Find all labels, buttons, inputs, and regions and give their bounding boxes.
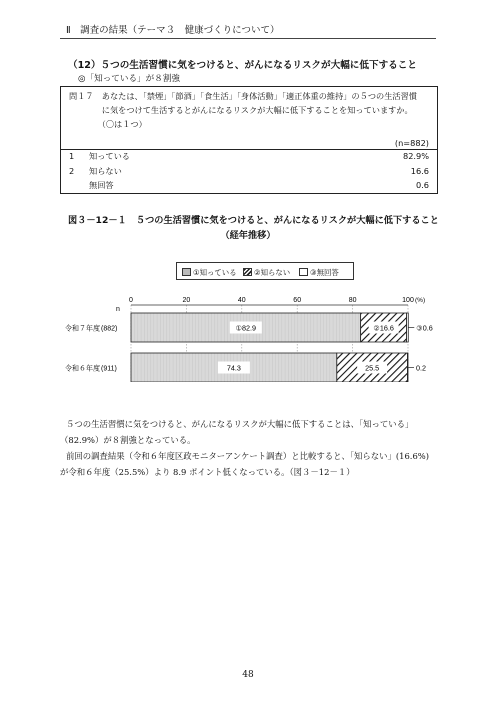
question-summary: ◎「知っている」が８割強 <box>78 74 181 84</box>
x-tick-label: 40 <box>237 297 246 304</box>
data-label: 25.5 <box>365 363 380 373</box>
question-text-line: に気をつけて生活するとがんになるリスクが大幅に低下することを知っていますか。 <box>69 105 413 115</box>
legend-item <box>182 267 237 278</box>
x-tick-label: 100 <box>402 297 414 304</box>
body-text-line: ５つの生活習慣に気をつけると、がんになるリスクが大幅に低下することは、「知っている」 <box>66 419 414 429</box>
header-divider <box>60 38 436 39</box>
answer-label: 無回答 <box>89 180 114 190</box>
sample-size-label: (n=882) <box>394 138 429 148</box>
x-unit-label: (%) <box>415 297 426 304</box>
answer-row <box>61 180 437 193</box>
answer-value: 82.9% <box>402 151 429 161</box>
question-box <box>60 86 438 194</box>
question-text-line: （〇は１つ） <box>69 119 147 129</box>
legend-label: ②知らない <box>254 268 291 277</box>
data-label: 74.3 <box>226 363 241 373</box>
n-header: n <box>116 306 120 313</box>
data-label: ②16.6 <box>373 323 394 333</box>
legend-label: ③無回答 <box>310 268 339 277</box>
question-divider <box>61 149 437 150</box>
section-header: Ⅱ 調査の結果（テーマ３ 健康づくりについて） <box>66 25 280 36</box>
x-tick-label: 60 <box>293 297 302 304</box>
bar-segment <box>407 353 408 382</box>
page-number: 48 <box>242 670 254 680</box>
x-tick-label: 20 <box>182 297 191 304</box>
answer-number: 1 <box>69 151 75 161</box>
answer-label: 知っている <box>89 151 130 161</box>
legend-swatch-gray <box>182 268 191 276</box>
question-text-line: 問１７ あなたは、「禁煙」「節酒」「食生活」「身体活動」「適正体重の維持」の５つの生活習慣 <box>69 91 417 101</box>
legend-item <box>243 267 290 278</box>
bar-segment <box>407 313 409 342</box>
body-text-line: 前回の調査結果（令和６年度区政モニターアンケート調査）と比較すると、「知らない」(16.6%) <box>66 451 430 461</box>
answer-value: 0.6 <box>415 180 429 190</box>
answer-label: 知らない <box>89 166 122 176</box>
question-title: （12）５つの生活習慣に気をつけると、がんになるリスクが大幅に低下すること <box>68 60 417 71</box>
answer-value: 16.6 <box>410 166 429 176</box>
answer-row <box>61 166 437 179</box>
x-tick-label: 80 <box>348 297 357 304</box>
legend-swatch-white <box>299 268 308 276</box>
category-n-label: (911) <box>101 365 117 373</box>
figure-title: 図３－12－１ ５つの生活習慣に気をつけると、がんになるリスクが大幅に低下すること <box>68 215 439 226</box>
stacked-bar-chart <box>0 292 496 382</box>
legend-swatch-hatched <box>243 268 252 276</box>
figure-subtitle: （経年推移） <box>220 230 276 241</box>
x-tick-label: 0 <box>129 297 133 304</box>
chart-legend <box>176 262 354 280</box>
category-label: 令和７年度 <box>65 325 100 333</box>
data-label: ①82.9 <box>235 323 257 333</box>
answer-row <box>61 151 437 164</box>
data-label: 0.2 <box>416 363 426 373</box>
data-label: ③0.6 <box>416 323 433 333</box>
category-label: 令和６年度 <box>65 365 100 373</box>
body-text-line: （82.9%）が８割強となっている。 <box>60 435 196 445</box>
legend-item <box>299 267 339 278</box>
body-text-line: が令和６年度（25.5%）より 8.9 ポイント低くなっている。（図３－12－１） <box>60 467 355 477</box>
answer-number: 2 <box>69 166 75 176</box>
legend-label: ①知っている <box>193 268 237 277</box>
category-n-label: (882) <box>101 325 118 333</box>
